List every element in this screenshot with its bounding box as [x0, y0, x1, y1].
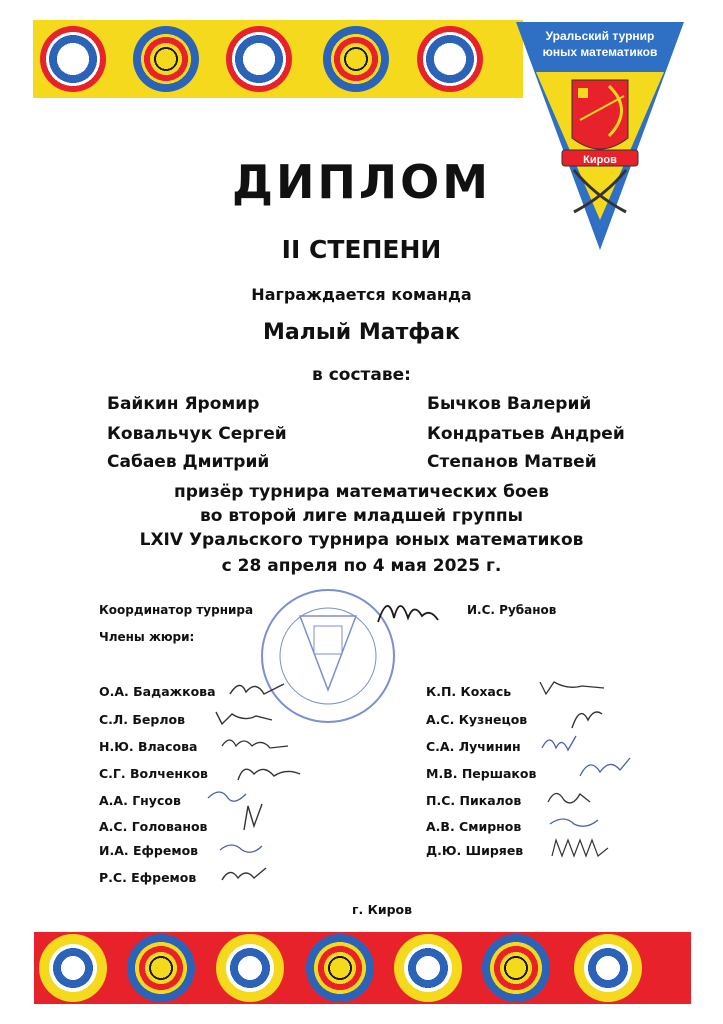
signature — [566, 700, 606, 732]
jury-left-1: О.А. Бадажкова — [99, 684, 216, 699]
diploma-degree: II СТЕПЕНИ — [281, 235, 442, 264]
disc-red-blue-white — [417, 26, 483, 92]
signature — [218, 732, 290, 756]
awarded-text: Награждается команда — [251, 285, 472, 304]
tournament-emblem — [514, 20, 686, 252]
signature — [546, 812, 602, 832]
signature — [234, 758, 304, 786]
disc-red-blue-white — [226, 26, 292, 92]
member-left-3: Сабаев Дмитрий — [107, 452, 270, 472]
member-right-3: Степанов Матвей — [427, 452, 597, 472]
coordinator-name: И.С. Рубанов — [467, 603, 557, 617]
disc-blue-ornament — [323, 26, 389, 92]
disc-blue-yellow-white — [394, 934, 462, 1002]
jury-left-2: С.Л. Берлов — [99, 712, 186, 727]
description-line-2: во второй лиге младшей группы — [200, 506, 523, 526]
disc-blue-yellow-white — [39, 934, 107, 1002]
disc-blue-yellow-white — [574, 934, 642, 1002]
member-left-2: Ковальчук Сергей — [107, 424, 287, 444]
team-name: Малый Матфак — [263, 320, 460, 345]
signature — [536, 676, 608, 698]
signature — [544, 784, 594, 814]
signature — [238, 802, 268, 834]
disc-yellow-ornament — [482, 934, 550, 1002]
signature — [576, 752, 632, 784]
footer-city: г. Киров — [352, 902, 413, 917]
signature — [216, 838, 266, 858]
composition-label: в составе: — [312, 365, 411, 385]
coordinator-label: Координатор турнира — [99, 603, 254, 617]
disc-red-blue-white — [40, 26, 106, 92]
signature — [538, 730, 578, 758]
description-line-1: призёр турнира математических боев — [174, 482, 549, 502]
jury-left-4: С.Г. Волченков — [99, 766, 208, 781]
jury-left-5: А.А. Гнусов — [99, 793, 181, 808]
emblem-line2: юных математиков — [542, 45, 658, 59]
description-line-4: с 28 апреля по 4 мая 2025 г. — [221, 556, 502, 576]
diploma-title: ДИПЛОМ — [231, 155, 492, 209]
disc-blue-yellow-white — [216, 934, 284, 1002]
signature — [212, 706, 274, 728]
disc-yellow-ornament — [306, 934, 374, 1002]
signature — [548, 836, 612, 862]
jury-right-5: П.С. Пикалов — [426, 793, 522, 808]
disc-blue-ornament — [133, 26, 199, 92]
jury-right-3: С.А. Лучинин — [426, 739, 521, 754]
signature — [226, 676, 288, 702]
disc-yellow-ornament — [127, 934, 195, 1002]
jury-right-2: А.С. Кузнецов — [426, 712, 528, 727]
member-left-1: Байкин Яромир — [107, 394, 260, 414]
jury-left-7: И.А. Ефремов — [99, 843, 199, 858]
jury-right-7: Д.Ю. Ширяев — [426, 843, 524, 858]
jury-right-6: А.В. Смирнов — [426, 819, 522, 834]
emblem-city: Киров — [583, 154, 617, 166]
signature — [218, 862, 270, 888]
member-right-1: Бычков Валерий — [427, 394, 592, 414]
member-right-2: Кондратьев Андрей — [427, 424, 625, 444]
jury-left-8: Р.С. Ефремов — [99, 870, 197, 885]
description-line-3: LXIV Уральского турнира юных математиков — [139, 530, 584, 550]
jury-left-3: Н.Ю. Власова — [99, 739, 198, 754]
coordinator-signature — [372, 588, 444, 628]
jury-right-1: К.П. Кохась — [426, 684, 512, 699]
jury-label: Члены жюри: — [99, 630, 195, 644]
jury-right-4: М.В. Першаков — [426, 766, 537, 781]
emblem-line1: Уральский турнир — [545, 29, 655, 43]
jury-left-6: А.С. Голованов — [99, 819, 208, 834]
